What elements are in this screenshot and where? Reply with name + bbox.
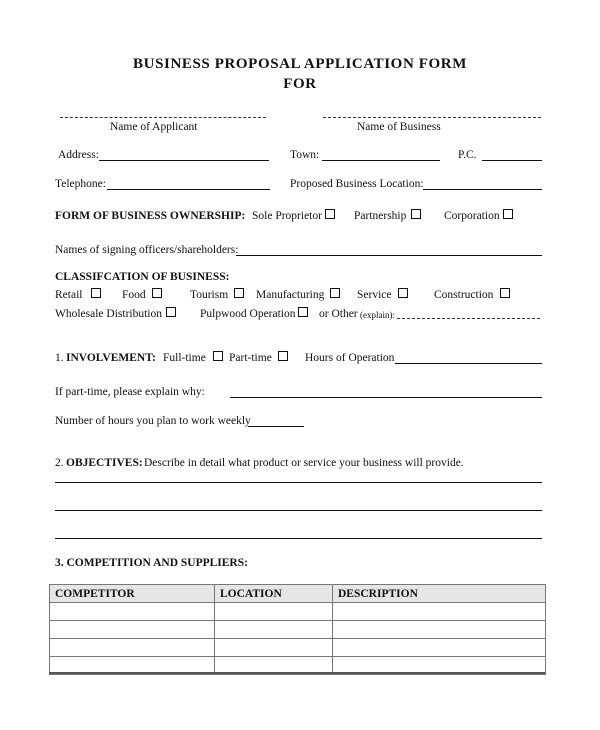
weekly-hours-field[interactable] bbox=[248, 426, 304, 427]
description-cell[interactable] bbox=[333, 639, 546, 657]
sole-proprietor-checkbox[interactable] bbox=[325, 209, 335, 219]
address-label: Address: bbox=[58, 149, 99, 161]
sole-proprietor-label: Sole Proprietor bbox=[252, 210, 322, 222]
description-cell[interactable] bbox=[333, 603, 546, 621]
competition-heading: 3. COMPETITION AND SUPPLIERS: bbox=[55, 557, 248, 569]
pc-label: P.C. bbox=[458, 149, 477, 161]
location-cell[interactable] bbox=[215, 603, 333, 621]
pulpwood-label: Pulpwood Operation bbox=[200, 308, 296, 320]
involvement-number: 1. bbox=[55, 352, 64, 364]
parttime-explain-label: If part-time, please explain why: bbox=[55, 386, 205, 398]
service-checkbox[interactable] bbox=[398, 288, 408, 298]
classification-heading: CLASSIFCATION OF BUSINESS: bbox=[55, 271, 230, 283]
weekly-hours-label: Number of hours you plan to work weekly bbox=[55, 415, 251, 427]
location-cell[interactable] bbox=[215, 639, 333, 657]
objectives-number: 2. bbox=[55, 457, 64, 469]
objectives-line-1[interactable] bbox=[55, 482, 542, 483]
competitor-cell[interactable] bbox=[50, 621, 215, 639]
proposed-location-field[interactable] bbox=[423, 189, 542, 190]
or-other-label: or Other bbox=[319, 308, 358, 320]
competitor-column-header: COMPETITOR bbox=[50, 585, 215, 603]
applicant-name-line[interactable] bbox=[60, 117, 266, 118]
manufacturing-checkbox[interactable] bbox=[330, 288, 340, 298]
service-label: Service bbox=[357, 289, 392, 301]
name-of-business-label: Name of Business bbox=[357, 121, 441, 133]
form-title: BUSINESS PROPOSAL APPLICATION FORM bbox=[133, 56, 467, 72]
corporation-label: Corporation bbox=[444, 210, 500, 222]
manufacturing-label: Manufacturing bbox=[256, 289, 325, 301]
wholesale-checkbox[interactable] bbox=[166, 307, 176, 317]
signing-officers-label: Names of signing officers/shareholders: bbox=[55, 244, 239, 256]
partnership-label: Partnership bbox=[354, 210, 407, 222]
corporation-checkbox[interactable] bbox=[503, 209, 513, 219]
town-field[interactable] bbox=[322, 160, 440, 161]
parttime-explain-field[interactable] bbox=[230, 397, 542, 398]
location-cell[interactable] bbox=[215, 621, 333, 639]
ownership-heading: FORM OF BUSINESS OWNERSHIP: bbox=[55, 210, 246, 222]
wholesale-label: Wholesale Distribution bbox=[55, 308, 162, 320]
location-column-header: LOCATION bbox=[215, 585, 333, 603]
fulltime-label: Full-time bbox=[163, 352, 206, 364]
involvement-heading: INVOLVEMENT: bbox=[66, 352, 156, 364]
explain-label: (explain): bbox=[360, 310, 395, 320]
retail-label: Retail bbox=[55, 289, 83, 301]
telephone-label: Telephone: bbox=[55, 178, 106, 190]
table-bottom-rule bbox=[49, 672, 545, 674]
fulltime-checkbox[interactable] bbox=[213, 351, 223, 361]
competition-table bbox=[49, 584, 546, 675]
objectives-text: Describe in detail what product or service your business will provide. bbox=[144, 457, 464, 469]
retail-checkbox[interactable] bbox=[91, 288, 101, 298]
other-explain-field[interactable] bbox=[397, 318, 540, 319]
construction-label: Construction bbox=[434, 289, 494, 301]
description-column-header: DESCRIPTION bbox=[333, 585, 546, 603]
objectives-heading: OBJECTIVES: bbox=[66, 457, 143, 469]
construction-checkbox[interactable] bbox=[500, 288, 510, 298]
hours-of-operation-field[interactable] bbox=[395, 363, 542, 364]
competitor-cell[interactable] bbox=[50, 639, 215, 657]
form-title-for: FOR bbox=[283, 76, 317, 92]
table-row bbox=[50, 639, 546, 657]
signing-officers-field[interactable] bbox=[236, 255, 542, 256]
hours-of-operation-label: Hours of Operation bbox=[305, 352, 395, 364]
parttime-label: Part-time bbox=[229, 352, 272, 364]
town-label: Town: bbox=[290, 149, 320, 161]
description-cell[interactable] bbox=[333, 621, 546, 639]
pc-field[interactable] bbox=[482, 160, 542, 161]
objectives-line-3[interactable] bbox=[55, 538, 542, 539]
table-header-row bbox=[50, 585, 546, 603]
food-label: Food bbox=[122, 289, 146, 301]
business-name-line[interactable] bbox=[323, 117, 541, 118]
tourism-label: Tourism bbox=[190, 289, 229, 301]
parttime-checkbox[interactable] bbox=[278, 351, 288, 361]
tourism-checkbox[interactable] bbox=[234, 288, 244, 298]
proposed-location-label: Proposed Business Location: bbox=[290, 178, 424, 190]
telephone-field[interactable] bbox=[107, 189, 270, 190]
table-row bbox=[50, 603, 546, 621]
address-field[interactable] bbox=[99, 160, 269, 161]
partnership-checkbox[interactable] bbox=[411, 209, 421, 219]
objectives-line-2[interactable] bbox=[55, 510, 542, 511]
name-of-applicant-label: Name of Applicant bbox=[110, 121, 198, 133]
table-row bbox=[50, 621, 546, 639]
food-checkbox[interactable] bbox=[152, 288, 162, 298]
competitor-cell[interactable] bbox=[50, 603, 215, 621]
pulpwood-checkbox[interactable] bbox=[298, 307, 308, 317]
